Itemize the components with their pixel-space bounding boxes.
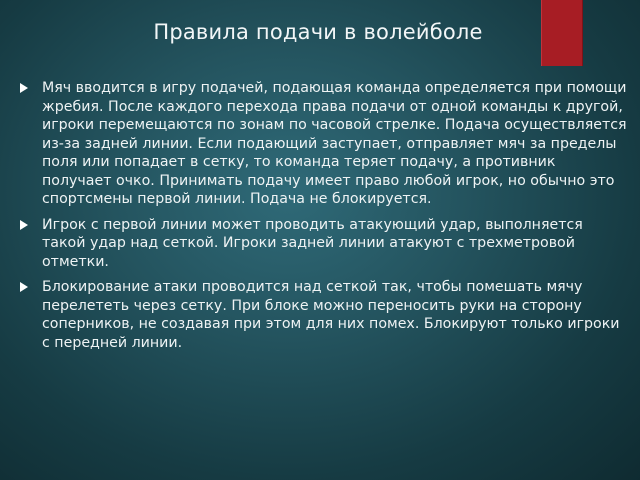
bullet-item xyxy=(20,278,628,352)
triangle-right-icon xyxy=(20,282,28,292)
bullet-item xyxy=(20,216,628,272)
bullet-list xyxy=(20,79,628,359)
triangle-right-icon xyxy=(20,220,28,230)
bullet-text: Игрок с первой линии может проводить атакующий удар, выполняется такой удар над сеткой. Игроки задней линии атакуют с трехметровой отметки. xyxy=(42,216,583,270)
slide-title: Правила подачи в волейболе xyxy=(153,20,483,44)
bullet-item xyxy=(20,79,628,209)
triangle-right-icon xyxy=(20,83,28,93)
bullet-text: Блокирование атаки проводится над сеткой так, чтобы помешать мячу перелететь через сетку. При блоке можно переносить руки на сторону соперников, не создавая при этом для них помех. Блокируют только игроки с передней линии. xyxy=(42,279,620,351)
bullet-text: Мяч вводится в игру подачей, подающая команда определяется при помощи жребия. После каждого перехода права подачи от одной команды к другой, игроки перемещаются по зонам по часовой стрелке. Подача осуществляется из-за задней линии. Если подающий заступает, отправляет мяч за пределы поля или попадает в сетку, то команда теряет подачу, а противник получает очко. Принимать подачу имеет право любой игрок, но обычно это спортсмены первой линии. Подача не блокируется. xyxy=(42,80,627,207)
